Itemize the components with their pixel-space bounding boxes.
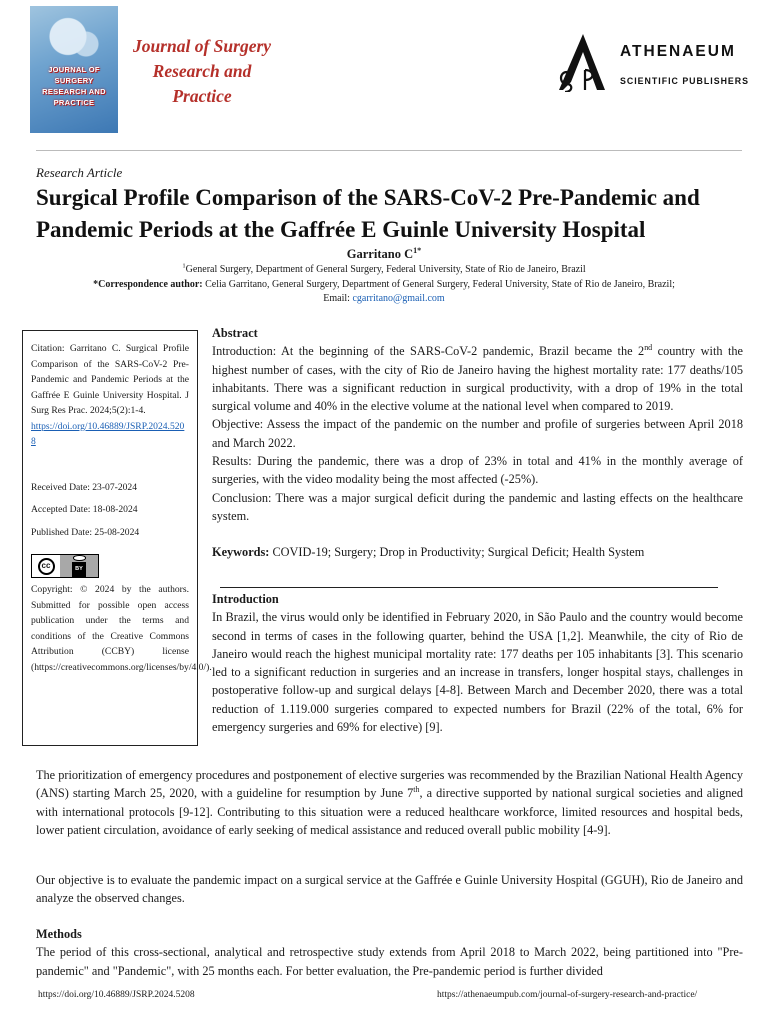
footer-doi[interactable]: https://doi.org/10.46889/JSRP.2024.5208 [38, 990, 195, 1000]
accepted-date: Accepted Date: 18-08-2024 [31, 504, 138, 515]
affiliation [0, 264, 768, 275]
cc-label: cc [38, 558, 55, 575]
publisher-name: ATHENAEUM [620, 43, 736, 60]
paragraph-part: The prioritization of emergency procedures and postponement of elective surgeries was recommended by the Brazilian National Health Agency (ANS) starting March 25, 2020, with a guideline for resumption by June 7 [36, 768, 743, 801]
publisher-subtitle: SCIENTIFIC PUBLISHERS [620, 76, 750, 86]
paper-title: Surgical Profile Comparison of the SARS-CoV-2 Pre-Pandemic and Pandemic Periods at the Gaffrée E Guinle University Hospital [36, 185, 700, 242]
header-divider [36, 150, 742, 151]
author-name: Garritano C [346, 247, 414, 261]
abstract-intro-part: country with the highest number of cases, with the city of Rio de Janeiro having the highest mortality rate: 177 deaths/105 inhabitants. There was a significant reduction in surgical productivity, with a drop of 19% in the total surgical volume and 40% in the elective volume at the national level when compared to 2019. [212, 344, 743, 414]
journal-title-line: Journal of Surgery [132, 36, 272, 56]
introduction-section [212, 590, 743, 736]
paragraph-superscript: th [413, 785, 420, 795]
objective-paragraph: Our objective is to evaluate the pandemic impact on a surgical service at the Gaffrée e Guinle University Hospital (GGUH), Rio de Janeiro and analyze the observed changes. [36, 873, 743, 906]
received-date: Received Date: 23-07-2024 [31, 481, 138, 493]
abstract-results: Results: During the pandemic, there was a drop of 23% in total and 41% in the monthly average of surgeries, with the video modality being the most affected (-25%). [212, 454, 743, 487]
athenaeum-logo-icon [553, 32, 613, 92]
journal-title-line: Research and [152, 61, 252, 81]
correspondence-text: Celia Garritano, General Surgery, Department of General Surgery, Federal University, State of Rio de Janeiro, Brazil; [202, 279, 675, 290]
author-line [0, 247, 768, 262]
person-icon [73, 555, 86, 561]
cc-icon [32, 555, 60, 577]
introduction-paragraph: In Brazil, the virus would only be identified in February 2020, in São Paulo and the country would become second in terms of cases in the following quarter, behind the USA [1,2]. Meanwhile, the city of Rio de Janeiro would reach the highest municipal mortality rate: 177 deaths per 105 inhabitants [3]. This scenario led to a significant reduction in surgeries and an increase in transfers, longer hospital stays, challenges in postoperative follow-up and surgical delays [4-8]. Between March and December 2020, there was a total reduction of 1.119.000 surgeries compared to expected numbers for Brazil (22% of the total, 6% for emergency surgeries and 69% for elective) [9]. [212, 610, 743, 735]
email-label: Email: [323, 293, 353, 304]
keywords [212, 543, 743, 561]
published-date: Published Date: 25-08-2024 [31, 526, 140, 538]
methods-section [36, 925, 743, 980]
abstract-objective: Objective: Assess the impact of the pandemic on the number and profile of surgeries between April 2018 and March 2022. [212, 417, 743, 450]
email-line [0, 293, 768, 304]
correspondence [0, 279, 768, 290]
citation-text: Citation: Garritano C. Surgical Profile Comparison of the SARS-CoV-2 Pre-Pandemic and Pandemic Periods at the Gaffrée E Guinle University Hospital. J Surg Res Prac. 2024;5(2):1-4. [31, 343, 189, 416]
affiliation-superscript: 1 [182, 262, 186, 270]
citation-sidebar [22, 330, 212, 746]
surgeon-illustration [44, 14, 104, 64]
article-type: Research Article [36, 165, 123, 180]
keywords-text: COVID-19; Surgery; Drop in Productivity; Surgical Deficit; Health System [269, 545, 645, 560]
email-link[interactable]: cgarritano@gmail.com [352, 293, 445, 304]
author-superscript: 1* [413, 245, 422, 255]
introduction-paragraph-2 [36, 766, 743, 839]
journal-title-line: Practice [172, 86, 232, 106]
by-icon [60, 555, 98, 577]
methods-heading: Methods [36, 927, 82, 941]
cover-title: JOURNAL OF SURGERY RESEARCH AND PRACTICE [42, 65, 106, 107]
affiliation-text: General Surgery, Department of General Surgery, Federal University, State of Rio de Janeiro, Brazil [185, 264, 586, 275]
cc-by-icon[interactable] [31, 554, 99, 578]
dates-block [31, 480, 189, 541]
footer-url[interactable]: https://athenaeumpub.com/journal-of-surgery-research-and-practice/ [437, 990, 698, 1000]
abstract-conclusion: Conclusion: There was a major surgical deficit during the pandemic and lasting effects on the healthcare system. [212, 490, 743, 523]
abstract-intro-superscript: nd [644, 343, 653, 353]
journal-cover-image [30, 6, 118, 133]
abstract-introduction [212, 342, 743, 415]
copyright-text: Copyright: © 2024 by the authors. Submitted for possible open access publication under the terms and conditions of the Creative Commons Attribution (CCBY) license (https://creativecommons.org/licenses/by/4.0/). [31, 584, 212, 673]
abstract-section [212, 324, 743, 562]
doi-link[interactable]: https://doi.org/10.46889/JSRP.2024.5208 [31, 420, 185, 447]
introduction-heading: Introduction [212, 592, 279, 606]
paragraph-part: , a directive supported by national surgical societies and aligned with international protocols [9-12]. Contributing to this situation were a reduced healthcare workforce, limited resources and hospital beds, lower patient circulation, avoidance of early seeking of medical assistance and reduced overall public mobility [4-9]. [36, 786, 743, 837]
abstract-heading: Abstract [212, 326, 258, 340]
journal-title [122, 34, 282, 109]
keywords-label: Keywords: [212, 545, 270, 560]
by-label: BY [72, 562, 86, 578]
correspondence-label: *Correspondence author: [93, 279, 203, 290]
abstract-intro-part: Introduction: At the beginning of the SARS-CoV-2 pandemic, Brazil became the 2 [212, 344, 645, 359]
section-divider [220, 587, 718, 588]
methods-paragraph: The period of this cross-sectional, analytical and retrospective study extends from April 2018 to March 2022, being partitioned into "Pre-pandemic" and "Pandemic", with 25 months each. For better evaluation, the Pre-pandemic period is further divided [36, 945, 743, 978]
